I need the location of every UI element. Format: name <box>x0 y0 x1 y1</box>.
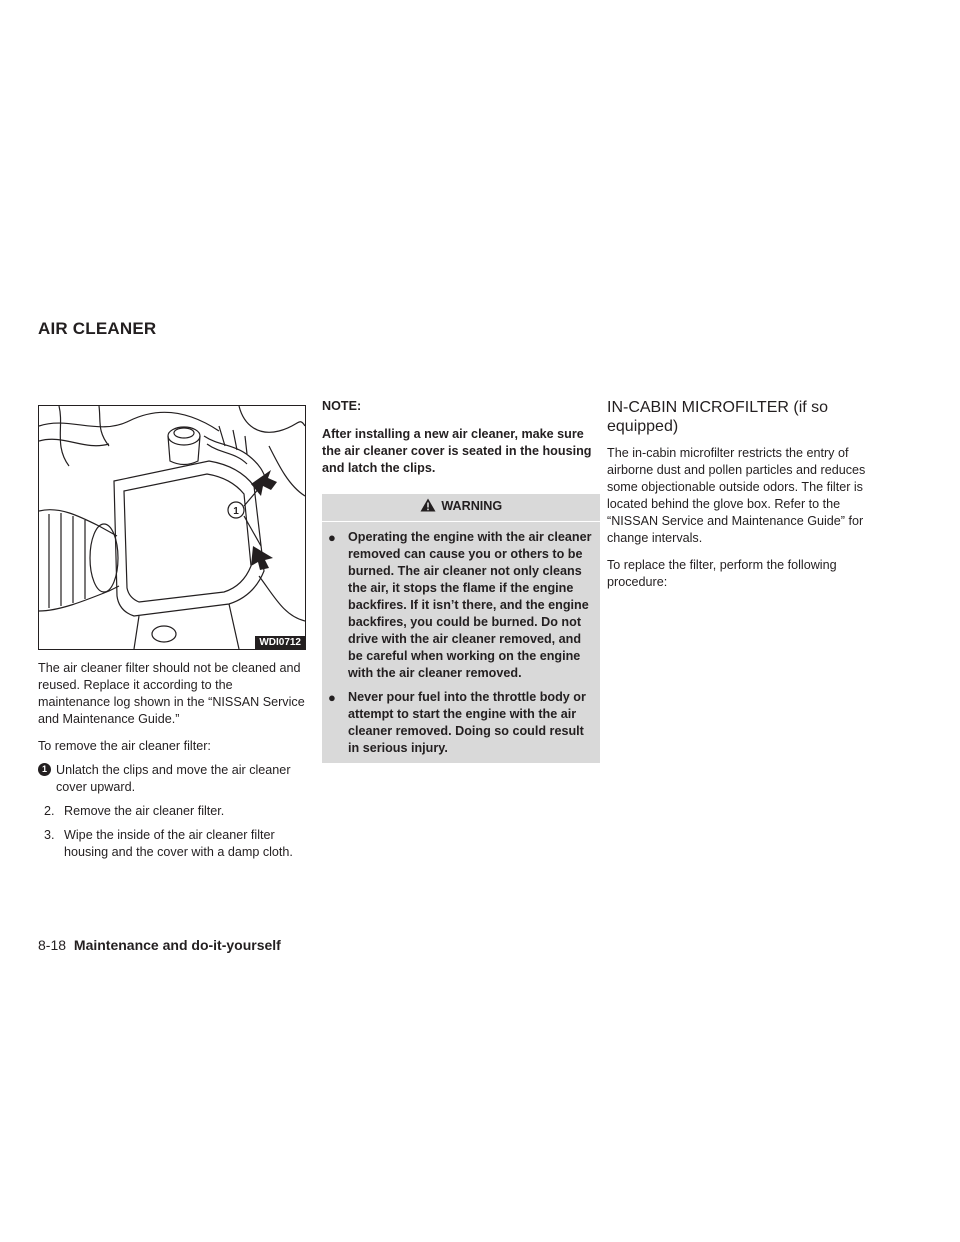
step-2 <box>38 803 306 820</box>
chapter-title: Maintenance and do-it-yourself <box>73 937 281 953</box>
step-3-text: Wipe the inside of the air cleaner filter housing and the cover with a damp cloth. <box>64 828 293 859</box>
warning-item-1-text: Operating the engine with the air cleaner removed can cause you or others to be burned. The air cleaner not only cleans the air, it stops the flame if the engine backfires. If it isn’t there, and the engine backfires, you could be burned. Do not drive with the air cleaner removed, and be careful when working on the engine with the air cleaner removed. <box>348 530 592 680</box>
step-3 <box>38 827 306 861</box>
step-1-marker: 1 <box>38 763 51 776</box>
air-cleaner-diagram <box>39 406 305 649</box>
microfilter-paragraph-1: The in-cabin microfilter restricts the entry of airborne dust and pollen particles and reduces some objectionable outside odors. The filter is located behind the glove box. Refer to the “NISSAN Service and Maintenance Guide” for change intervals. <box>607 446 866 545</box>
section-title: AIR CLEANER <box>38 319 157 338</box>
bullet-icon: ● <box>328 530 336 545</box>
step-2-number: 2. <box>44 804 55 818</box>
column-air-cleaner-procedure <box>38 405 306 861</box>
engine-bay-illustration <box>38 405 306 650</box>
microfilter-title: IN-CABIN MICROFILTER (if so equipped) <box>607 399 829 435</box>
figure-code: WDI0712 <box>255 636 305 649</box>
warning-item-2 <box>328 689 594 757</box>
column-note-warning <box>322 398 600 763</box>
figure-callout-number: 1 <box>233 506 239 517</box>
warning-item-2-text: Never pour fuel into the throttle body or attempt to start the engine with the air cleaner removed. Doing so could result in serious injury. <box>348 690 586 755</box>
remove-intro: To remove the air cleaner filter: <box>38 739 211 753</box>
warning-triangle-icon <box>420 498 436 517</box>
note-title: NOTE: <box>322 399 362 413</box>
intro-paragraph: The air cleaner filter should not be cleaned and reused. Replace it according to the maintenance log shown in the “NISSAN Service and Maintenance Guide.” <box>38 661 305 726</box>
page-number: 8-18 <box>38 937 67 953</box>
step-1-text: Unlatch the clips and move the air cleaner cover upward. <box>56 763 291 794</box>
microfilter-paragraph-2: To replace the filter, perform the following procedure: <box>607 558 837 589</box>
note-body: After installing a new air cleaner, make sure the air cleaner cover is seated in the housing and latch the clips. <box>322 427 592 475</box>
page-footer <box>38 937 281 953</box>
step-1 <box>38 762 306 796</box>
bullet-icon: ● <box>328 690 336 705</box>
warning-header <box>322 494 600 522</box>
column-microfilter <box>607 398 875 591</box>
warning-title: WARNING <box>441 499 503 513</box>
warning-box <box>322 494 600 763</box>
step-2-text: Remove the air cleaner filter. <box>64 804 225 818</box>
warning-item-1 <box>328 529 594 682</box>
step-3-number: 3. <box>44 828 55 842</box>
